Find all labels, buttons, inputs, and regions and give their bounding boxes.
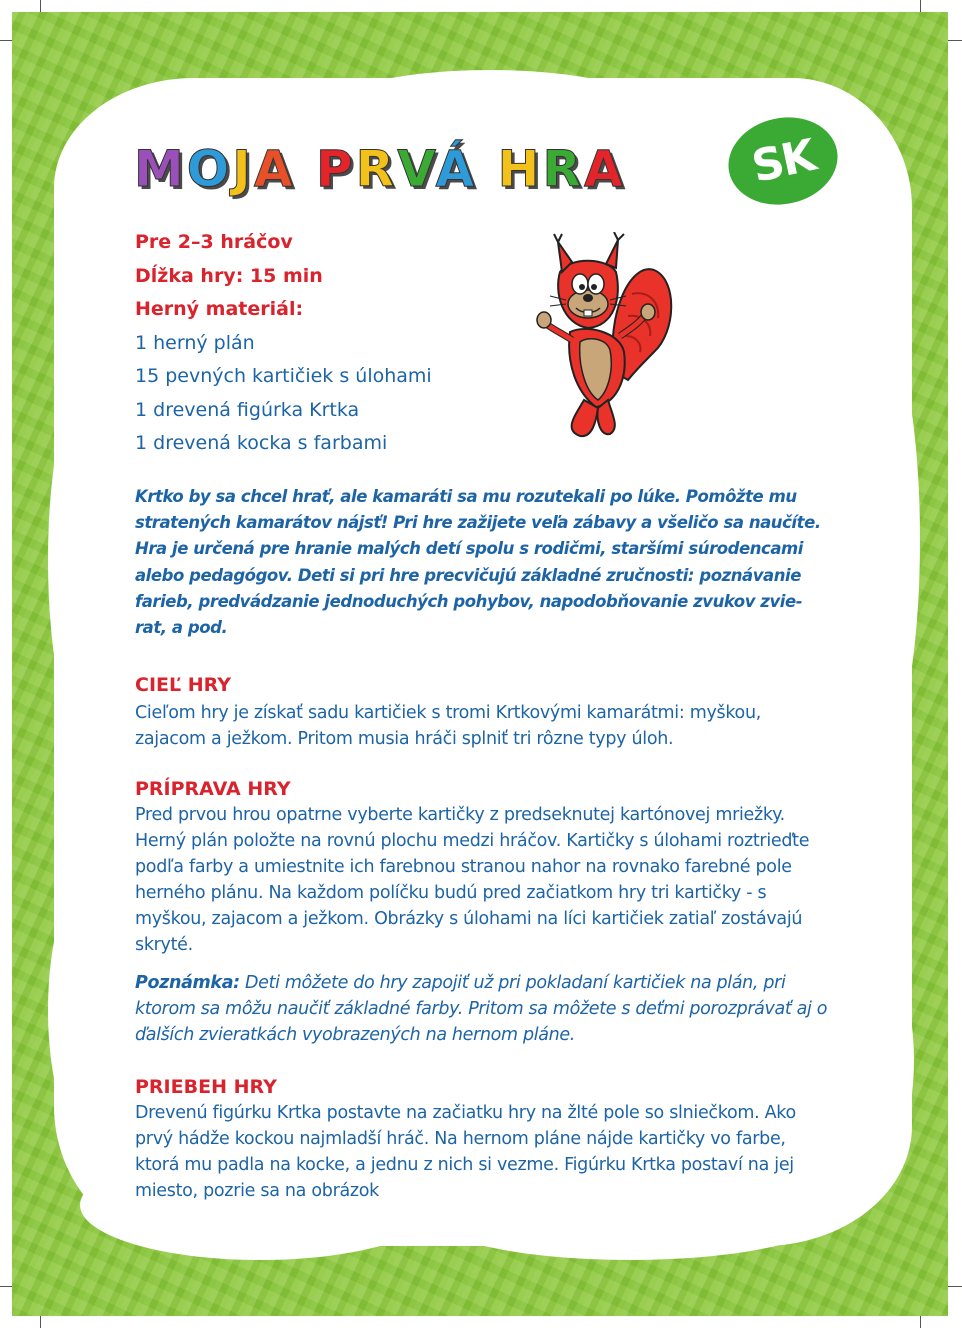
material-item: 1 drevená kocka s farbami bbox=[135, 432, 388, 454]
title-letter: J bbox=[232, 140, 254, 198]
title-letter: A bbox=[584, 140, 626, 198]
section-text-goal: Cieľom hry je získať sadu kartičiek s tromi Krtkovými kamarátmi: myškou, zajacom a ježkom. Pritom musia hráči splniť tri rôzne typy úloh. bbox=[135, 703, 762, 749]
game-duration: Dĺžka hry: 15 min bbox=[135, 264, 323, 287]
title-letter: A bbox=[253, 140, 296, 198]
material-item: 1 herný plán bbox=[135, 331, 255, 354]
material-item: 1 drevená figúrka Krtka bbox=[135, 398, 360, 421]
language-code: SK bbox=[747, 129, 819, 193]
section-title-course: PRIEBEH HRY bbox=[135, 1076, 277, 1098]
section-title-setup: PRÍPRAVA HRY bbox=[135, 778, 291, 800]
card-bulge bbox=[840, 330, 920, 750]
card-bulge bbox=[830, 950, 914, 1170]
intro-paragraph: Krtko by sa chcel hrať, ale kamaráti sa mu rozutekali po lúke. Pomôžte mu stratených kamarátov nájsť! Pri hre zažijete veľa zábavy a všeličo sa naučíte. Hra je určená pre hranie malých detí spolu s rodičmi, staršími súrodencami alebo pedagógov. Deti si pri hre precvičujú základné zručnosti: poznávanie farieb, predvádzanie jednoduchých pohybov, napodobňovanie zvukov zvierat, a pod. bbox=[135, 487, 821, 638]
card-bulge bbox=[48, 380, 128, 740]
material-item: 15 pevných kartičiek s úlohami bbox=[135, 365, 432, 387]
title-letter: P bbox=[316, 140, 356, 198]
materials-label: Herný materiál: bbox=[135, 298, 304, 320]
note-label: Poznámka: bbox=[135, 973, 240, 993]
section-text-setup: Pred prvou hrou opatrne vyberte kartičky z predseknutej kartónovej mriežky. Herný plán položte na rovnú plochu medzi hráčov. Kartičky s úlohami roztrieďte podľa farby a umiestnite ich farebnou stranou nahor na rovnako farebné pole herného plánu. Na každom políčku budú pred začiatkom hry tri kartičky - s myškou, zajacom a ježkom. Obrázky s úlohami na líci kartičiek zatiaľ zostávajú skryté. bbox=[135, 805, 810, 955]
card-bulge bbox=[48, 880, 128, 1140]
title-letter: Á bbox=[435, 140, 478, 198]
title-letter: V bbox=[397, 140, 436, 198]
game-info bbox=[135, 226, 432, 461]
setup-note bbox=[135, 970, 835, 1048]
note-text: Deti môžete do hry zapojiť už pri pokladaní kartičiek na plán, pri ktorom sa môžu naučiť základné farby. Pritom sa môžete s deťmi porozprávať aj o ďalších zvieratkách vyobrazených na hernom pláne. bbox=[135, 973, 828, 1045]
title-letter: M bbox=[134, 140, 187, 198]
title-letter: O bbox=[186, 140, 233, 198]
section-title-goal: CIEĽ HRY bbox=[135, 674, 231, 696]
section-text-course: Drevenú figúrku Krtka postavte na začiatku hry na žlté pole so slniečkom. Ako prvý hádže kockou najmladší hráč. Na hernom pláne nájde kartičky vo farbe, ktorá mu padla na kocke, a jednu z nich si vezme. Figúrku Krtka postaví na jej miesto, pozrie sa na obrázok bbox=[135, 1103, 796, 1201]
page-title bbox=[134, 140, 626, 198]
title-letter: R bbox=[542, 140, 584, 198]
squirrel-mascot-illustration bbox=[536, 232, 676, 442]
title-letter: H bbox=[497, 140, 543, 198]
title-letter: R bbox=[355, 140, 398, 198]
players-count: Pre 2–3 hráčov bbox=[135, 231, 293, 253]
